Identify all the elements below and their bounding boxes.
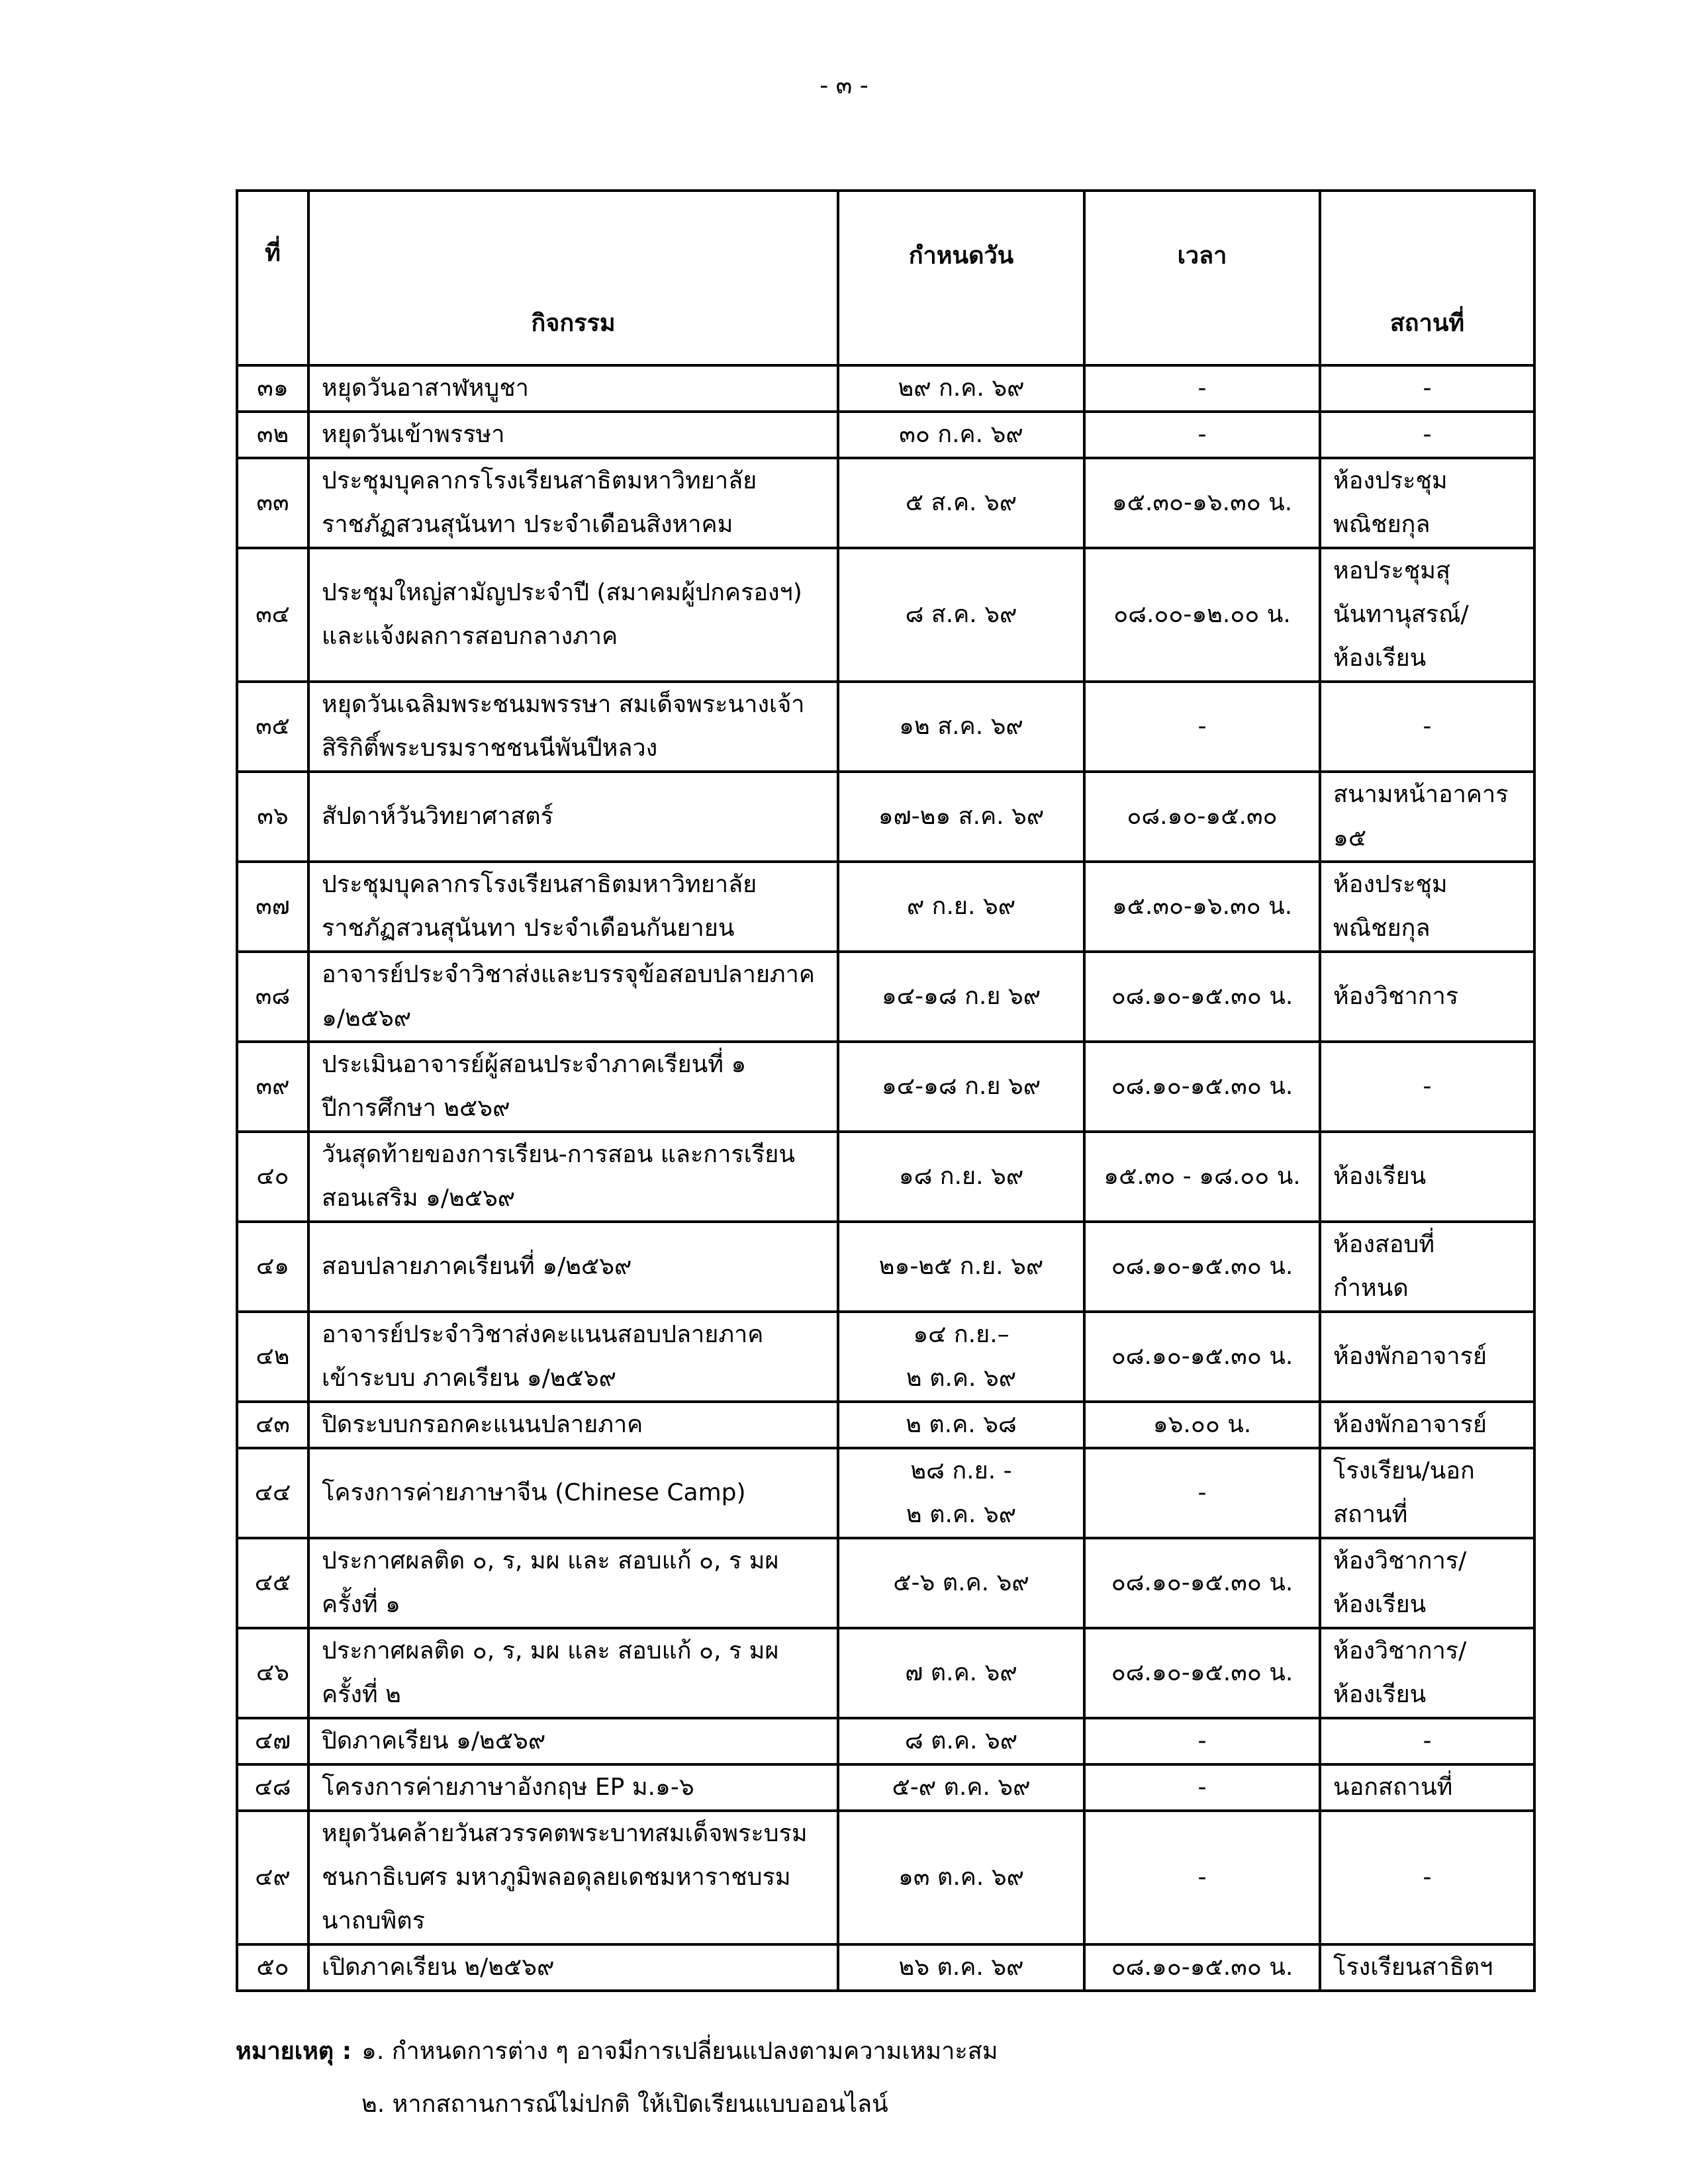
cell-activity: โครงการค่ายภาษาจีน (Chinese Camp) [308, 1448, 838, 1538]
cell-place: ห้องพักอาจารย์ [1320, 1312, 1534, 1402]
cell-activity: ประกาศผลติด ๐, ร, มผ และ สอบแก้ ๐, ร มผ ครั้งที่ ๒ [308, 1628, 838, 1718]
cell-no: ๔๑ [237, 1222, 308, 1312]
cell-place: ห้องวิชาการ/ ห้องเรียน [1320, 1538, 1534, 1628]
cell-time: - [1084, 1811, 1320, 1944]
cell-date: ๓๐ ก.ค. ๖๙ [838, 412, 1084, 458]
cell-no: ๓๙ [237, 1042, 308, 1132]
cell-activity: อาจารย์ประจำวิชาส่งและบรรจุข้อสอบปลายภาค ๑/๒๕๖๙ [308, 952, 838, 1042]
cell-place: - [1320, 1718, 1534, 1764]
cell-date: ๑๔-๑๘ ก.ย ๖๙ [838, 952, 1084, 1042]
cell-activity: ประเมินอาจารย์ผู้สอนประจำภาคเรียนที่ ๑ ปีการศึกษา ๒๕๖๙ [308, 1042, 838, 1132]
cell-time: ๐๘.๑๐-๑๕.๓๐ น. [1084, 1944, 1320, 1991]
cell-time: ๑๕.๓๐-๑๖.๓๐ น. [1084, 862, 1320, 952]
cell-time: - [1084, 682, 1320, 772]
table-row [237, 548, 1534, 682]
table-row [237, 952, 1534, 1042]
cell-date: ๒ ต.ค. ๖๘ [838, 1402, 1084, 1448]
cell-date: ๑๓ ต.ค. ๖๙ [838, 1811, 1084, 1944]
cell-no: ๔๘ [237, 1764, 308, 1811]
cell-time: ๐๘.๑๐-๑๕.๓๐ น. [1084, 952, 1320, 1042]
cell-no: ๔๖ [237, 1628, 308, 1718]
table-row [237, 1222, 1534, 1312]
cell-date: ๘ ส.ค. ๖๙ [838, 548, 1084, 682]
cell-place: นอกสถานที่ [1320, 1764, 1534, 1811]
table-row [237, 1628, 1534, 1718]
cell-activity: อาจารย์ประจำวิชาส่งคะแนนสอบปลายภาค เข้าระบบ ภาคเรียน ๑/๒๕๖๙ [308, 1312, 838, 1402]
cell-no: ๓๗ [237, 862, 308, 952]
table-header-row [237, 191, 1534, 365]
note-line-1 [236, 2025, 1533, 2078]
header-place: สถานที่ [1320, 191, 1534, 365]
cell-place: - [1320, 1811, 1534, 1944]
note-item: ๒. หากสถานการณ์ไม่ปกติ ให้เปิดเรียนแบบออนไลน์ [361, 2091, 888, 2118]
cell-time: ๐๘.๑๐-๑๕.๓๐ น. [1084, 1312, 1320, 1402]
cell-activity: ปิดระบบกรอกคะแนนปลายภาค [308, 1402, 838, 1448]
cell-no: ๓๑ [237, 365, 308, 412]
table-row [237, 365, 1534, 412]
cell-date: ๒๑-๒๕ ก.ย. ๖๙ [838, 1222, 1084, 1312]
cell-place: ห้องเรียน [1320, 1132, 1534, 1222]
table-row [237, 1132, 1534, 1222]
cell-date: ๑๔ ก.ย.– ๒ ต.ค. ๖๙ [838, 1312, 1084, 1402]
table-row [237, 1042, 1534, 1132]
cell-time: ๐๘.๑๐-๑๕.๓๐ [1084, 772, 1320, 862]
cell-no: ๓๖ [237, 772, 308, 862]
cell-no: ๔๒ [237, 1312, 308, 1402]
cell-activity: หยุดวันคล้ายวันสวรรคตพระบาทสมเด็จพระบรม ชนกาธิเบศร มหาภูมิพลอดุลยเดชมหาราชบรม นาถบพิตร [308, 1811, 838, 1944]
cell-no: ๓๕ [237, 682, 308, 772]
cell-date: ๕-๙ ต.ค. ๖๙ [838, 1764, 1084, 1811]
cell-date: ๑๔-๑๘ ก.ย ๖๙ [838, 1042, 1084, 1132]
cell-place: สนามหน้าอาคาร ๑๕ [1320, 772, 1534, 862]
table-row [237, 458, 1534, 548]
cell-time: - [1084, 365, 1320, 412]
cell-no: ๕๐ [237, 1944, 308, 1991]
cell-date: ๑๘ ก.ย. ๖๙ [838, 1132, 1084, 1222]
table-row [237, 1538, 1534, 1628]
cell-place: หอประชุมสุ นันทานุสรณ์/ ห้องเรียน [1320, 548, 1534, 682]
cell-activity: หยุดวันเฉลิมพระชนมพรรษา สมเด็จพระนางเจ้า สิริกิติ์พระบรมราชชนนีพันปีหลวง [308, 682, 838, 772]
cell-time: ๐๘.๑๐-๑๕.๓๐ น. [1084, 1628, 1320, 1718]
table-row [237, 862, 1534, 952]
table-row [237, 772, 1534, 862]
cell-activity: ประชุมบุคลากรโรงเรียนสาธิตมหาวิทยาลัย ราชภัฏสวนสุนันทา ประจำเดือนสิงหาคม [308, 458, 838, 548]
cell-place: ห้องวิชาการ [1320, 952, 1534, 1042]
cell-no: ๓๘ [237, 952, 308, 1042]
cell-time: - [1084, 1448, 1320, 1538]
note-line-2 [236, 2078, 1533, 2131]
cell-date: ๕ ส.ค. ๖๙ [838, 458, 1084, 548]
cell-time: ๑๕.๓๐ - ๑๘.๐๐ น. [1084, 1132, 1320, 1222]
cell-no: ๔๗ [237, 1718, 308, 1764]
cell-no: ๔๔ [237, 1448, 308, 1538]
table-row [237, 1944, 1534, 1991]
cell-date: ๒๙ ก.ค. ๖๙ [838, 365, 1084, 412]
cell-time: - [1084, 1718, 1320, 1764]
schedule-table [236, 189, 1536, 1992]
cell-activity: ปิดภาคเรียน ๑/๒๕๖๙ [308, 1718, 838, 1764]
cell-place: ห้องพักอาจารย์ [1320, 1402, 1534, 1448]
cell-activity: สัปดาห์วันวิทยาศาสตร์ [308, 772, 838, 862]
cell-date: ๗ ต.ค. ๖๙ [838, 1628, 1084, 1718]
table-row [237, 1402, 1534, 1448]
cell-activity: ประกาศผลติด ๐, ร, มผ และ สอบแก้ ๐, ร มผ ครั้งที่ ๑ [308, 1538, 838, 1628]
cell-no: ๓๓ [237, 458, 308, 548]
cell-place: ห้องวิชาการ/ ห้องเรียน [1320, 1628, 1534, 1718]
cell-time: ๐๘.๑๐-๑๕.๓๐ น. [1084, 1538, 1320, 1628]
cell-time: - [1084, 1764, 1320, 1811]
notes-label: หมายเหตุ : [236, 2038, 352, 2065]
cell-activity: หยุดวันอาสาฬหบูชา [308, 365, 838, 412]
notes [236, 2025, 1533, 2131]
cell-activity: หยุดวันเข้าพรรษา [308, 412, 838, 458]
cell-date: ๘ ต.ค. ๖๙ [838, 1718, 1084, 1764]
cell-place: ห้องประชุม พณิชยกุล [1320, 458, 1534, 548]
cell-activity: วันสุดท้ายของการเรียน-การสอน และการเรียน สอนเสริม ๑/๒๕๖๙ [308, 1132, 838, 1222]
table-row [237, 682, 1534, 772]
cell-place: โรงเรียน/นอก สถานที่ [1320, 1448, 1534, 1538]
cell-place: - [1320, 412, 1534, 458]
cell-no: ๔๓ [237, 1402, 308, 1448]
cell-place: - [1320, 682, 1534, 772]
cell-no: ๓๔ [237, 548, 308, 682]
cell-no: ๔๕ [237, 1538, 308, 1628]
cell-activity: โครงการค่ายภาษาอังกฤษ EP ม.๑-๖ [308, 1764, 838, 1811]
table-row [237, 1764, 1534, 1811]
table-row [237, 412, 1534, 458]
cell-date: ๒๖ ต.ค. ๖๙ [838, 1944, 1084, 1991]
page-number: - ๓ - [820, 72, 868, 99]
table-row [237, 1312, 1534, 1402]
cell-place: โรงเรียนสาธิตฯ [1320, 1944, 1534, 1991]
cell-place: ห้องสอบที่ กำหนด [1320, 1222, 1534, 1312]
header-date: กำหนดวัน [838, 191, 1084, 365]
header-no: ที่ [237, 191, 308, 365]
cell-no: ๔๙ [237, 1811, 308, 1944]
cell-place: - [1320, 365, 1534, 412]
cell-date: ๒๘ ก.ย. - ๒ ต.ค. ๖๙ [838, 1448, 1084, 1538]
cell-activity: สอบปลายภาคเรียนที่ ๑/๒๕๖๙ [308, 1222, 838, 1312]
cell-activity: เปิดภาคเรียน ๒/๒๕๖๙ [308, 1944, 838, 1991]
schedule-body [237, 365, 1534, 1991]
cell-date: ๑๗-๒๑ ส.ค. ๖๙ [838, 772, 1084, 862]
cell-place: - [1320, 1042, 1534, 1132]
cell-time: - [1084, 412, 1320, 458]
table-row [237, 1718, 1534, 1764]
cell-time: ๐๘.๐๐-๑๒.๐๐ น. [1084, 548, 1320, 682]
cell-date: ๙ ก.ย. ๖๙ [838, 862, 1084, 952]
cell-date: ๑๒ ส.ค. ๖๙ [838, 682, 1084, 772]
cell-date: ๕-๖ ต.ค. ๖๙ [838, 1538, 1084, 1628]
table-row [237, 1448, 1534, 1538]
cell-no: ๓๒ [237, 412, 308, 458]
table-row [237, 1811, 1534, 1944]
cell-no: ๔๐ [237, 1132, 308, 1222]
cell-time: ๐๘.๑๐-๑๕.๓๐ น. [1084, 1042, 1320, 1132]
cell-activity: ประชุมบุคลากรโรงเรียนสาธิตมหาวิทยาลัย ราชภัฏสวนสุนันทา ประจำเดือนกันยายน [308, 862, 838, 952]
note-item: ๑. กำหนดการต่าง ๆ อาจมีการเปลี่ยนแปลงตามความเหมาะสม [361, 2038, 998, 2065]
header-activity: กิจกรรม [308, 191, 838, 365]
cell-time: ๑๖.๐๐ น. [1084, 1402, 1320, 1448]
cell-time: ๐๘.๑๐-๑๕.๓๐ น. [1084, 1222, 1320, 1312]
cell-place: ห้องประชุม พณิชยกุล [1320, 862, 1534, 952]
cell-time: ๑๕.๓๐-๑๖.๓๐ น. [1084, 458, 1320, 548]
cell-activity: ประชุมใหญ่สามัญประจำปี (สมาคมผู้ปกครองฯ) และแจ้งผลการสอบกลางภาค [308, 548, 838, 682]
header-time: เวลา [1084, 191, 1320, 365]
